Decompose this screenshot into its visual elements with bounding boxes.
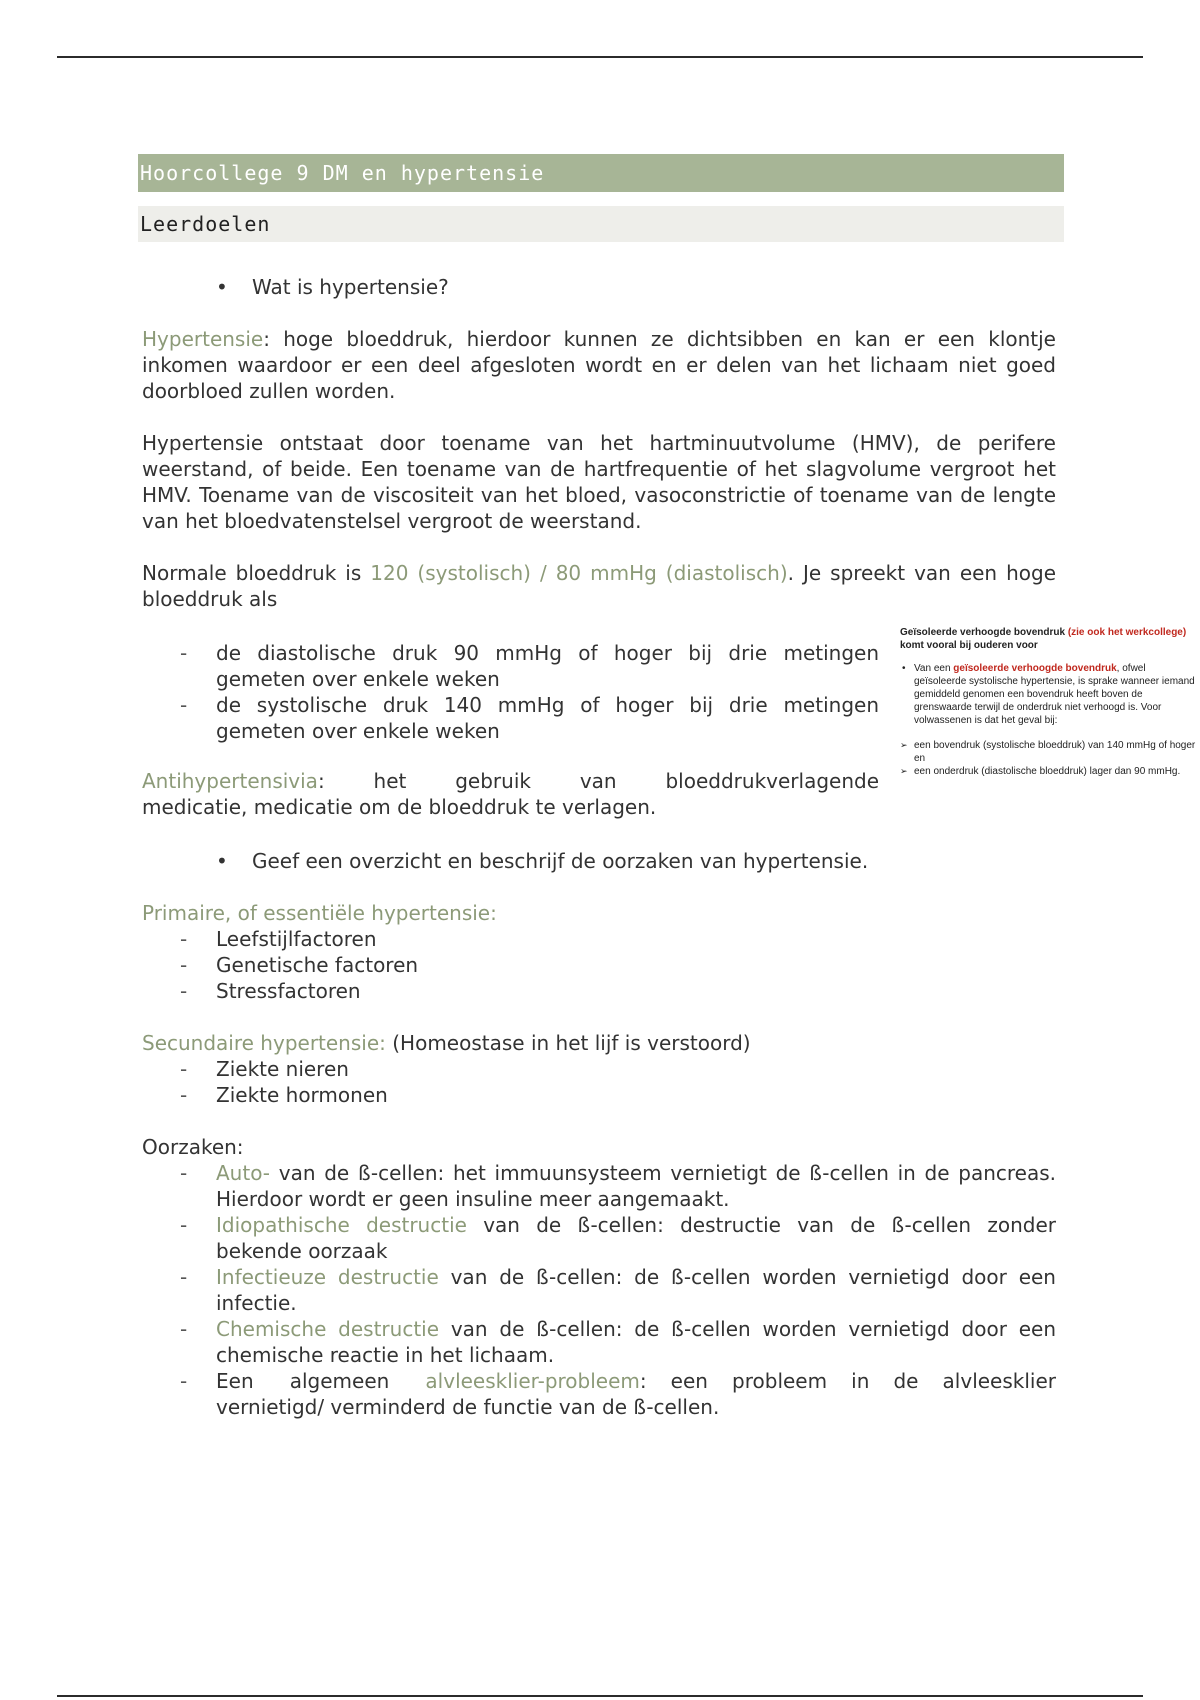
inset-arrow-item: ➢ een bovendruk (systolische bloeddruk) van 140 mmHg of hoger en (900, 739, 1200, 765)
list-item: - Stressfactoren (142, 978, 1056, 1004)
paragraph-antihypertensivia (142, 768, 886, 820)
paragraph-oorzaak: Hypertensie ontstaat door toename van het hartminuutvolume (HMV), de perifere weerstand, of beide. Een toename van de hartfrequentie of het slagvolume vergroot het HMV. Toename van de viscositeit van het bloed, vasoconstrictie of toename van de lengte van het bloedvatenstelsel vergroot de weerstand. (142, 431, 1056, 533)
secondary-term: Secundaire hypertensie: (142, 1031, 386, 1055)
cause-term: Idiopathische destructie (216, 1213, 467, 1237)
paragraph-normale-bloeddruk (142, 560, 1056, 612)
term-hypertensie: Hypertensie (142, 327, 264, 351)
cause-term: alvleesklier-probleem (425, 1369, 640, 1393)
cause-term: Chemische destructie (216, 1317, 440, 1341)
learning-goal-1: • Wat is hypertensie? (252, 274, 1056, 300)
cause-term: Infectieuze destructie (216, 1265, 439, 1289)
list-item: - Auto- van de ß-cellen: het immuunsysteem vernietigt de ß-cellen in de pancreas. Hierdoor wordt er geen insuline meer aangemaakt. (142, 1160, 1056, 1212)
learning-goal-2: • Geef een overzicht en beschrijf de oorzaken van hypertensie. (252, 848, 1056, 874)
header-rule (57, 56, 1143, 58)
section-heading: Leerdoelen (138, 206, 1064, 242)
paragraph-text: : hoge bloeddruk, hierdoor kunnen ze dichtsibben en kan er een klontje inkomen waardoor er een deel afgesloten wordt en er delen van het lichaam niet goed doorbloed zullen worden. (142, 327, 1056, 403)
paragraph-text: : het gebruik van bloeddrukverlagende medicatie, medicatie om de bloeddruk te verlagen. (142, 769, 886, 819)
list-item: - de systolische druk 140 mmHg of hoger bij drie metingen gemeten over enkele weken (142, 692, 879, 744)
list-item: - Genetische factoren (142, 952, 1056, 978)
secondary-note: (Homeostase in het lijf is verstoord) (385, 1031, 751, 1055)
highlight-normaal: 120 (systolisch) / 80 mmHg (diastolisch) (370, 561, 788, 585)
secondary-heading (142, 1030, 1056, 1056)
document-body (140, 154, 1063, 1420)
page-title: Hoorcollege 9 DM en hypertensie (138, 154, 1064, 192)
list-item: - Infectieuze destructie van de ß-cellen: de ß-cellen worden vernietigd door een infectie. (142, 1264, 1056, 1316)
list-item: - Idiopathische destructie van de ß-cellen: destructie van de ß-cellen zonder bekende oorzaak (142, 1212, 1056, 1264)
footer-rule (57, 1695, 1143, 1697)
list-item: - Leefstijlfactoren (142, 926, 1056, 952)
primary-list (142, 926, 1056, 1004)
paragraph-text: Normale bloeddruk is (142, 561, 371, 585)
list-item: - de diastolische druk 90 mmHg of hoger bij drie metingen gemeten over enkele weken (142, 640, 879, 692)
list-item: - Ziekte nieren (142, 1056, 1056, 1082)
paragraph-text: . Je spreekt van een hoge bloeddruk als (142, 561, 1056, 611)
paragraph-hypertensie (142, 326, 1056, 404)
cause-term: Auto- (216, 1161, 271, 1185)
inset-bullet: • Van een geïsoleerde verhoogde bovendruk, ofwel geïsoleerde systolische hypertensie, is sprake wanneer iemand gemiddeld genomen een bovendruk heeft boven de grenswaarde terwijl de onderdruk niet verhoogd is. Voor volwassenen is dat het geval bij: (900, 662, 1200, 727)
causes-heading: Oorzaken: (142, 1135, 244, 1159)
list-item: - Chemische destructie van de ß-cellen: de ß-cellen worden vernietigd door een chemische reactie in het lichaam. (142, 1316, 1056, 1368)
term-antihypertensivia: Antihypertensivia (142, 769, 318, 793)
list-item: - Een algemeen alvleesklier-probleem: een probleem in de alvleesklier vernietigd/ verminderd de functie van de ß-cellen. (142, 1368, 1056, 1420)
inset-slide-geisoleerde-bovendruk (900, 626, 1200, 778)
bloeddruk-list (142, 640, 879, 744)
primary-heading: Primaire, of essentiële hypertensie: (142, 901, 497, 925)
secondary-list (142, 1056, 1056, 1108)
causes-list (142, 1160, 1063, 1420)
inset-arrow-list (900, 739, 1200, 778)
inset-heading: Geïsoleerde verhoogde bovendruk (zie ook het werkcollege) komt vooral bij ouderen voor (900, 627, 1187, 651)
list-item: - Ziekte hormonen (142, 1082, 1056, 1108)
inset-arrow-item: ➢ een onderdruk (diastolische bloeddruk) lager dan 90 mmHg. (900, 765, 1200, 778)
